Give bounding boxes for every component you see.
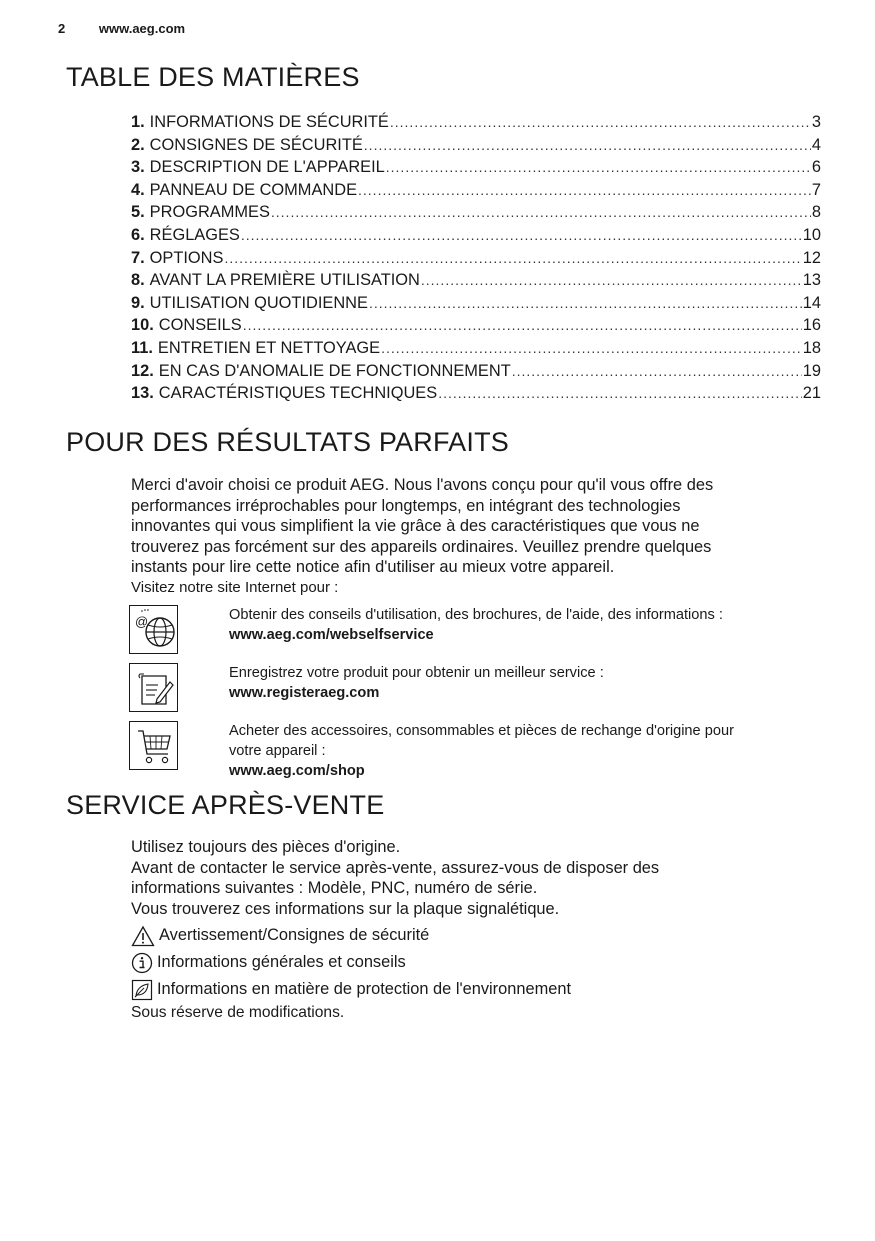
toc-item[interactable]: 8. AVANT LA PREMIÈRE UTILISATION ..... 13	[131, 269, 821, 292]
toc-item[interactable]: 7. OPTIONS ..... 12	[131, 247, 821, 270]
legend-item-info: Informations générales et conseils	[131, 949, 821, 976]
symbol-legend	[131, 922, 821, 1003]
link-text: Obtenir des conseils d'utilisation, des brochures, de l'aide, des informations : www.aeg.com/webselfservice	[229, 605, 819, 645]
service-body: Utilisez toujours des pièces d'origine. Avant de contacter le service après-vente, assurez-vous de disposer des informations suivantes : Modèle, PNC, numéro de série. Vous trouverez ces informations sur la plaque signalétique. Avertissement/Consignes de sécurité Informations générales et conseils Informations en matière de protection de l'environnement Sous réserve de modifications.	[131, 837, 821, 1024]
link-text: Enregistrez votre produit pour obtenir un meilleur service : www.registeraeg.com	[229, 663, 819, 703]
page-header	[58, 21, 185, 36]
legend-item-environment: Informations en matière de protection de l'environnement	[131, 976, 821, 1003]
leaf-icon	[131, 979, 153, 1001]
legend-item-warning: Avertissement/Consignes de sécurité	[131, 922, 821, 949]
link-url[interactable]: www.aeg.com/shop	[229, 763, 365, 779]
toc-item[interactable]: 5. PROGRAMMES ..... 8	[131, 201, 821, 224]
warning-icon	[131, 925, 155, 947]
footer-note: Sous réserve de modifications.	[131, 1004, 345, 1021]
results-title: POUR DES RÉSULTATS PARFAITS	[66, 427, 509, 457]
link-url[interactable]: www.registeraeg.com	[229, 685, 380, 701]
toc-item[interactable]: 13. CARACTÉRISTIQUES TECHNIQUES ..... 21	[131, 382, 821, 405]
toc-item[interactable]: 9. UTILISATION QUOTIDIENNE ..... 14	[131, 292, 821, 315]
toc-title: TABLE DES MATIÈRES	[66, 62, 360, 92]
table-of-contents	[131, 111, 821, 405]
toc-item[interactable]: 3. DESCRIPTION DE L'APPAREIL ..... 6	[131, 156, 821, 179]
toc-item[interactable]: 10. CONSEILS ..... 16	[131, 314, 821, 337]
page-number: 2	[58, 21, 66, 36]
visit-text: Visitez notre site Internet pour :	[131, 578, 339, 596]
toc-item[interactable]: 1. INFORMATIONS DE SÉCURITÉ ..... 3	[131, 111, 821, 134]
globe-icon	[129, 605, 178, 654]
link-url[interactable]: www.aeg.com/webselfservice	[229, 627, 434, 643]
results-intro: Merci d'avoir choisi ce produit AEG. Nous l'avons conçu pour qu'il vous offre des performances irréprochables pour longtemps, en intégrant des technologies innovantes qui vous simplifient la vie grâce à des caractéristiques que vous ne trouverez pas forcément sur des appareils ordinaires. Veuillez prendre quelques instants pour lire cette notice afin d'utiliser au mieux votre appareil. Visitez notre site Internet pour :	[131, 475, 821, 598]
toc-item[interactable]: 12. EN CAS D'ANOMALIE DE FONCTIONNEMENT ..... 19	[131, 360, 821, 383]
toc-item[interactable]: 2. CONSIGNES DE SÉCURITÉ ..... 4	[131, 134, 821, 157]
svg-text:@: @	[135, 614, 149, 629]
header-url[interactable]: www.aeg.com	[98, 21, 186, 36]
toc-item[interactable]: 11. ENTRETIEN ET NETTOYAGE ..... 18	[131, 337, 821, 360]
cart-icon	[129, 721, 178, 770]
toc-item[interactable]: 4. PANNEAU DE COMMANDE ..... 7	[131, 179, 821, 202]
service-title: SERVICE APRÈS-VENTE	[66, 790, 385, 820]
link-text: Acheter des accessoires, consommables et pièces de rechange d'origine pour votre appareil : www.aeg.com/shop	[229, 721, 819, 781]
info-icon	[131, 952, 153, 974]
register-icon	[129, 663, 178, 712]
toc-item[interactable]: 6. RÉGLAGES ..... 10	[131, 224, 821, 247]
